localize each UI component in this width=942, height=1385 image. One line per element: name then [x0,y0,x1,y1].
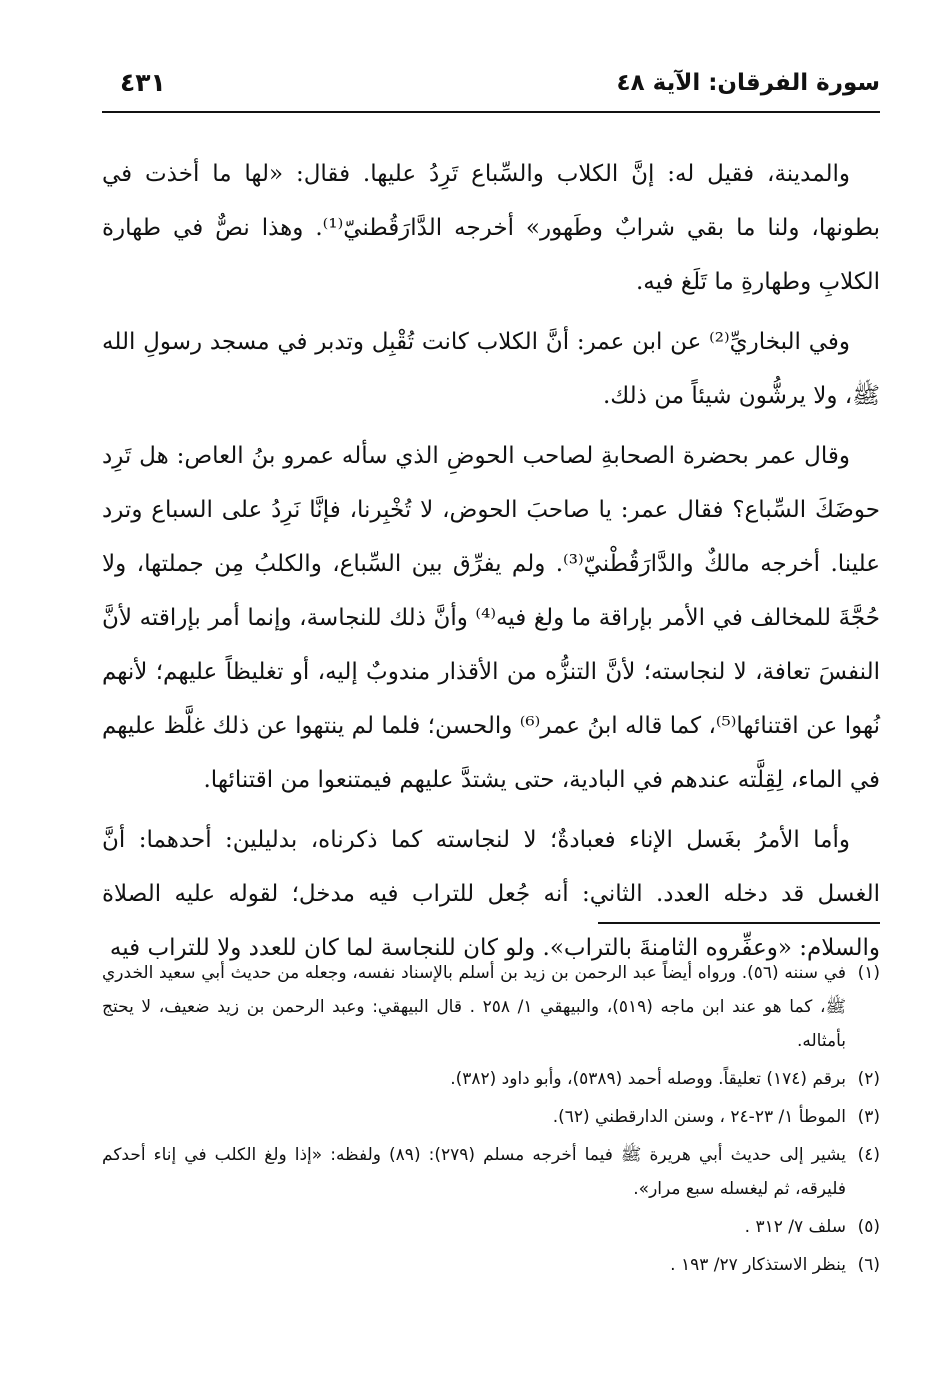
running-header [102,66,880,106]
footnotes [102,956,880,1286]
footnote [102,1138,880,1206]
main-text [102,147,880,981]
paragraph: وأما الأمرُ بغَسل الإناء فعبادةٌ؛ لا لنجاسته كما ذكرناه، بدليلين: أحدهما: أنَّ الغسل قد دخله العدد. الثاني: أنه جُعل للتراب فيه مدخل؛ لقوله عليه الصلاة والسلام: «وعفِّروه الثامنةَ بالتراب». ولو كان للنجاسة لما كان للعدد ولا للتراب فيه [102,827,880,961]
footnote-text: سلف ٧/ ٣١٢ . [744,1217,846,1237]
footnote-text: يشير إلى حديث أبي هريرة ﷺ فيما أخرجه مسلم (٢٧٩): (٨٩) ولفظه: «إذا ولغ الكلب في إناء أحدكم فليرقه، ثم ليغسله سبع مرار». [102,1145,846,1199]
footnote [102,956,880,1058]
paragraph: وفي البخاريِّ⁽²⁾ عن ابن عمر: أنَّ الكلاب كانت تُقْبِل وتدبر في مسجد رسولِ الله ﷺ، ولا يرشُّون شيئاً من ذلك. [102,329,880,409]
footnote [102,1100,880,1134]
paragraph: والمدينة، فقيل له: إنَّ الكلاب والسِّباع تَرِدُ عليها. فقال: «لها ما أخذت في بطونها، ولنا ما بقي شرابٌ وطَهور» أخرجه الدَّارَقُطنيّ⁽¹⁾. وهذا نصٌّ في طهارة الكلابِ وطهارةِ ما تَلَغ فيه. [102,161,881,295]
header-rule [102,111,880,113]
footnote-marker: (٢) [857,1069,880,1089]
footnote-marker: (٣) [857,1107,880,1127]
footnote [102,1248,880,1282]
footnote-text: في سننه (٥٦). ورواه أيضاً عبد الرحمن بن زيد بن أسلم بالإسناد نفسه، وجعله من حديث أبي سعيد الخدري ﷺ، كما هو عند ابن ماجه (٥١٩)، والبيهقي ١/ ٢٥٨ . قال البيهقي: وعبد الرحمن بن زيد ضعيف، لا يحتج بأمثاله. [102,963,847,1051]
footnote-marker: (٤) [857,1145,880,1165]
footnote [102,1210,880,1244]
footnote-marker: (٥) [857,1217,880,1237]
footnote-separator [598,922,880,924]
footnote-text: الموطأ ١/ ٢٣-٢٤ ، وسنن الدارقطني (٦٢). [552,1107,846,1127]
paragraph: وقال عمر بحضرة الصحابةِ لصاحب الحوضِ الذي سأله عمرو بنُ العاص: هل تَرِد حوضَكَ السِّباع؟ فقال عمر: يا صاحبَ الحوض، لا تُخْبِرنا، فإنَّا نَرِدُ على السباع وترد علينا. أخرجه مالكٌ والدَّارَقُطْنيّ⁽³⁾. ولم يفرِّق بين السِّباع، والكلبُ مِن جملتها، ولا حُجَّةَ للمخالف في الأمر بإراقة ما ولغ فيه⁽⁴⁾ وأنَّ ذلك للنجاسة، وإنما أمر بإراقته لأنَّ النفسَ تعافة، لا لنجاسته؛ لأنَّ التنزُّه من الأقذار مندوبٌ إليه، أو تغليظاً عليهم؛ لأنهم نُهوا عن اقتنائها⁽⁵⁾، كما قاله ابنُ عمر⁽⁶⁾ والحسن؛ فلما لم ينتهوا عن ذلك غلَّظ عليهم في الماء، لِقِلَّته عندهم في البادية، حتى يشتدَّ عليهم فيمتنعوا من اقتنائها. [102,443,881,793]
surah-verse-title: سورة الفرقان: الآية ٤٨ [616,70,880,96]
footnote-text: برقم (١٧٤) تعليقاً. ووصله أحمد (٥٣٨٩)، وأبو داود (٣٨٢). [450,1069,846,1089]
footnote-marker: (٦) [857,1255,880,1275]
footnote-text: ينظر الاستذكار ٢٧/ ١٩٣ . [670,1255,846,1275]
page-number: ٤٣١ [120,68,166,97]
footnote-marker: (١) [857,963,880,983]
footnote [102,1062,880,1096]
